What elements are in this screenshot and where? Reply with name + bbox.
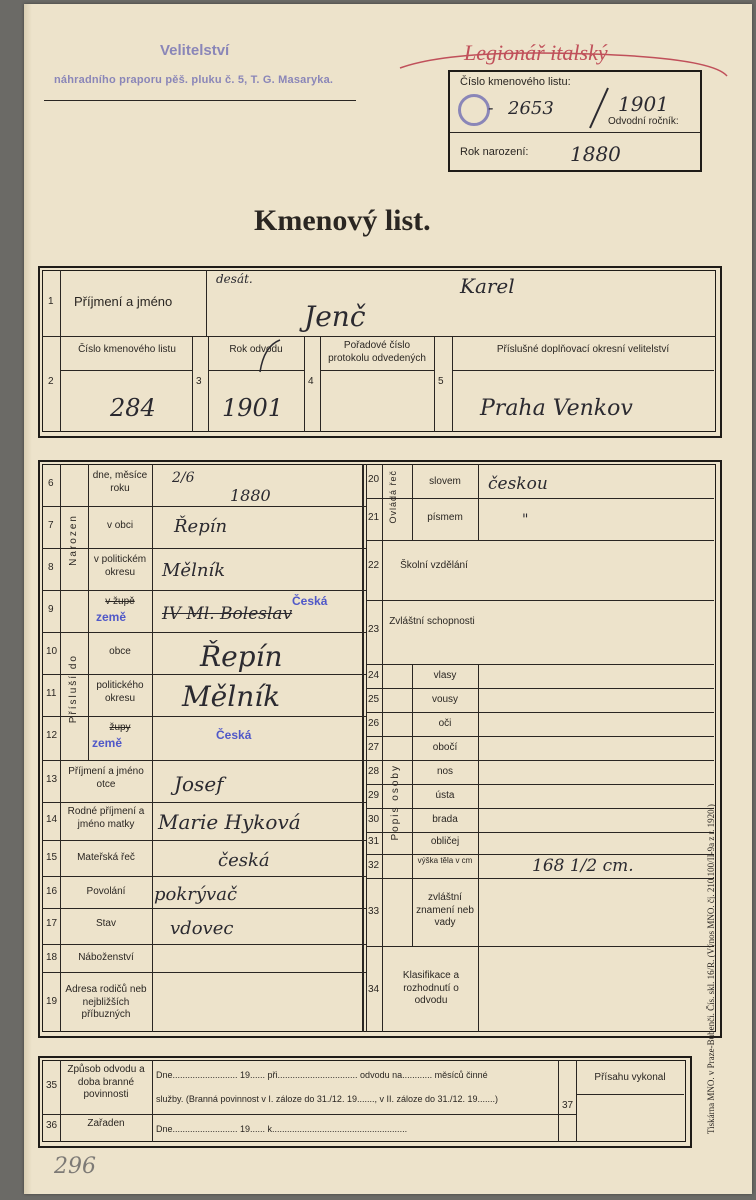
- stamp-command-line2: náhradního praporu pěš. pluku č. 5, T. G. Masaryka.: [54, 74, 334, 86]
- r10-value: Řepín: [200, 640, 283, 673]
- surname-name-label: Příjmení a jméno: [74, 294, 173, 309]
- r6-value-day: 2/6: [172, 470, 195, 486]
- r9-value: IV Ml. Boleslav: [162, 604, 293, 624]
- r7-value: Řepín: [174, 516, 228, 537]
- r36-label: Zařaden: [87, 1118, 125, 1129]
- odvod-rocnik-value: 1901: [618, 92, 669, 116]
- r12-zeme-stamp: země: [92, 736, 123, 750]
- district-command-value: Praha Venkov: [480, 396, 633, 421]
- r16-label: Povolání: [86, 886, 126, 897]
- r30-label: brada: [432, 814, 458, 825]
- r17-value: vdovec: [170, 918, 234, 939]
- r25-label: vousy: [431, 694, 459, 705]
- stamp-underline: [44, 100, 356, 101]
- r28-label: nos: [436, 766, 454, 777]
- r8-value: Mělník: [162, 560, 226, 581]
- r26-label: oči: [438, 718, 452, 729]
- r24-label: vlasy: [433, 670, 457, 681]
- protocol-order-header: Pořadové číslo protokolu odvedených: [328, 340, 426, 364]
- popis-side-label: Popis osoby: [390, 764, 401, 841]
- r9-ceska-stamp: Česká: [292, 594, 328, 608]
- r9-zeme-stamp: země: [96, 610, 127, 624]
- rank-note: desát.: [216, 272, 253, 286]
- r13-value: Josef: [174, 772, 224, 796]
- r14-value: Marie Hyková: [158, 810, 301, 834]
- r29-label: ústa: [435, 790, 455, 801]
- r9-label: v župě: [105, 596, 135, 607]
- birth-year-value: 1880: [570, 142, 621, 166]
- kmen-number-value: 2653: [508, 98, 554, 119]
- r37-label: Přísahu vykonal: [594, 1072, 666, 1083]
- r35-label: Způsob odvodu a doba branné povinnosti: [67, 1064, 145, 1100]
- r34-label: Klasifikace a rozhodnutí o odvodu: [402, 970, 460, 1006]
- r20-label: slovem: [429, 476, 461, 487]
- r18-label: Náboženství: [78, 952, 134, 963]
- r6-label: dne, měsíce roku: [92, 470, 148, 494]
- r21-value: ": [522, 512, 529, 528]
- r7-label: v obci: [106, 520, 134, 531]
- r14-label: Rodné příjmení a jméno matky: [67, 806, 145, 830]
- r15-value: česká: [218, 850, 270, 871]
- ovlada-side-label: Ovládá řeč: [388, 470, 398, 524]
- header-box-divider: [450, 132, 700, 133]
- stamp-command-line1: Velitelství: [160, 42, 230, 59]
- r10-label: obce: [109, 646, 131, 657]
- r32-label: výška těla v cm: [417, 856, 473, 865]
- document-sheet: Velitelství náhradního praporu pěš. pluku č. 5, T. G. Masaryka. Legionář italský Číslo kmenového listu: - 2653 1901 Odvodní ročník: Rok narození: 1880 Kmenový list. 1 Příjmení a jméno desát. Karel Jenč Číslo kmenového listu Rok odvodu Pořadové číslo protokolu odvedených Příslušné doplňovací okresní velitelství 2 3 4 5 284 1901 Praha Venkov Narozen Přísluší do 6 dne, měsíce roku 2/6 1880 7 v obci Řepín 8 v politickém okresu Mělník 9 v župě země IV Ml. Boleslav Česká 10 obce Řepín 11 politického okresu Mělník 12 župy země Česká 13 Příjmení a jméno otce Josef 14 Rodné příjmení a jméno matky Marie Hyková 15 Mateřská řeč česká 16 Povolání pokrývač 17 Stav vdovec 18 Náboženství 19 Adresa rodičů neb nejbližších příbuzných Ovládá řeč 20 slovem českou 21 písmem " 22 Školní vzdělání 23 Zvláštní schopnosti Popis osoby 24 vlasy 25 vousy 26 oči 27 obočí 28 nos 29 ústa 30 brada 31 obličej 32 výška těla v cm 168 1/2 cm. 33 zvláštní znamení neb vady 34 Klasifikace a rozhodnutí o odvodu Tiskárna MNO. v Praze-Bubenči. Čís. skl. 16/R. (Výnos MNO. čj. 210.100/II-9a z r. 1920.) 35 Způsob odvodu a doba branné povinnosti Dne.......................... 19...... při................................ odvodu na............ měsíců činné služby. (Branná povinnost v I. záloze do 31./12. 19......., v II. záloze do 31./12. 19.......) 36 Zařaden Dne.......................... 19...... k...................................................... 37 Přísahu vykonal 296: [24, 4, 752, 1194]
- r17-label: Stav: [95, 918, 116, 929]
- r35-line2: služby. (Branná povinnost v I. záloze do 31./12. 19......., v II. záloze do 31./12. 19.......): [156, 1094, 499, 1104]
- r6-value-year: 1880: [230, 486, 271, 505]
- r22-label: Školní vzdělání: [400, 560, 468, 571]
- r15-label: Mateřská řeč: [77, 852, 135, 863]
- kmen-list-number-header: Číslo kmenového listu: [78, 344, 176, 355]
- r31-label: obličej: [430, 836, 460, 847]
- surname-value: Jenč: [304, 300, 366, 333]
- r33-label: zvláštní znamení neb vady: [416, 892, 474, 928]
- r21-label: písmem: [427, 512, 463, 523]
- draft-year-header: Rok odvodu: [229, 344, 283, 355]
- pencil-number: 296: [54, 1154, 96, 1179]
- r20-value: českou: [488, 474, 548, 494]
- first-name-value: Karel: [460, 274, 515, 298]
- odvod-rocnik-label: Odvodní ročník:: [608, 116, 679, 127]
- r11-value: Mělník: [182, 680, 281, 713]
- r23-label: Zvláštní schopnosti: [389, 616, 475, 627]
- r32-value: 168 1/2 cm.: [532, 856, 634, 876]
- r19-label: Adresa rodičů neb nejbližších příbuzných: [65, 984, 147, 1020]
- r27-label: obočí: [432, 742, 458, 753]
- legionar-stamp: Legionář italský: [464, 40, 608, 65]
- r35-line1: Dne.......................... 19...... při................................ odvodu na............ měsíců činné: [156, 1070, 488, 1080]
- r8-label: v politickém okresu: [93, 554, 147, 578]
- page-fold-shadow: [24, 4, 32, 1194]
- kmen-list-number-value: 284: [110, 394, 156, 422]
- printer-note: Tiskárna MNO. v Praze-Bubenči. Čís. skl. 16/R. (Výnos MNO. čj. 210.100/II-9a z r. 1920.): [706, 804, 716, 1134]
- narozen-side-label: Narozen: [68, 514, 79, 566]
- r12-ceska-stamp: Česká: [216, 728, 252, 742]
- zero-stamp-ring: [458, 94, 490, 126]
- r12-label: župy: [109, 722, 131, 733]
- r16-value: pokrývač: [154, 884, 238, 905]
- prislusi-side-label: Přísluší do: [68, 654, 79, 724]
- r11-label: politického okresu: [96, 680, 144, 704]
- draft-year-value: 1901: [222, 394, 284, 422]
- r13-label: Příjmení a jméno otce: [68, 766, 144, 790]
- district-command-header: Příslušné doplňovací okresní velitelství: [496, 344, 670, 355]
- page-title: Kmenový list.: [254, 204, 431, 237]
- kmen-number-label: Číslo kmenového listu:: [460, 76, 571, 88]
- birth-year-label: Rok narození:: [460, 146, 529, 158]
- r36-line: Dne.......................... 19...... k......................................................: [156, 1124, 408, 1134]
